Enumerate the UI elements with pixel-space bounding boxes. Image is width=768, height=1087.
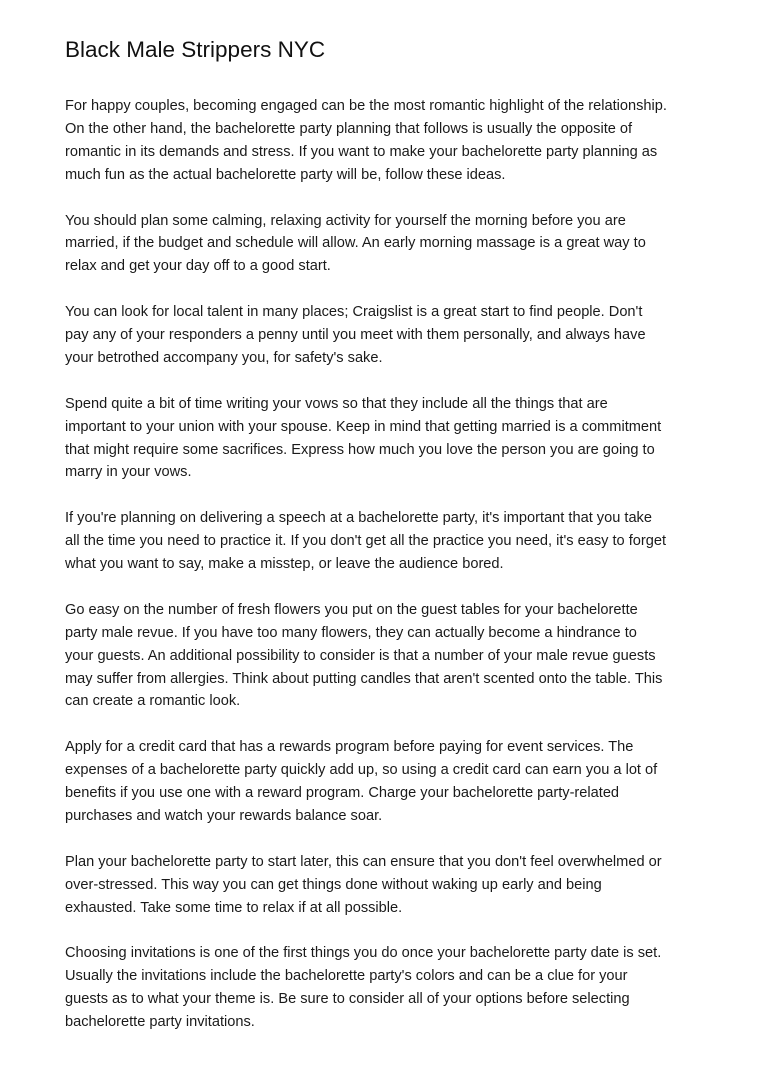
paragraph — [65, 599, 745, 714]
text-line: may suffer from allergies. Think about putting candles that aren't scented onto the table. This — [65, 670, 663, 687]
text-line: guests as to what your theme is. Be sure to consider all of your options before selecting — [65, 991, 630, 1008]
text-line: your guests. An additional possibility to consider is that a number of your male revue guests — [65, 647, 656, 664]
text-line: can create a romantic look. — [65, 693, 241, 710]
text-line: Spend quite a bit of time writing your vows so that they include all the things that are — [65, 395, 608, 412]
text-line: If you're planning on delivering a speech at a bachelorette party, it's important that you take — [65, 510, 652, 527]
text-line: Choosing invitations is one of the first things you do once your bachelorette party date is set. — [65, 945, 662, 962]
text-line: purchases and watch your rewards balance soar. — [65, 808, 383, 824]
document-title: Black Male Strippers NYC — [65, 37, 326, 62]
text-line: Go easy on the number of fresh flowers you put on the guest tables for your bachelorette — [65, 601, 638, 618]
text-line: marry in your vows. — [65, 464, 192, 481]
paragraph — [65, 393, 745, 485]
text-line: what you want to say, make a misstep, or leave the audience bored. — [65, 556, 504, 573]
text-line: that might require some sacrifices. Express how much you love the person you are going to — [65, 441, 655, 458]
text-line: For happy couples, becoming engaged can be the most romantic highlight of the relationship. — [65, 98, 667, 114]
text-line: Plan your bachelorette party to start later, this can ensure that you don't feel overwhelmed or — [65, 853, 662, 870]
text-line: You can look for local talent in many places; Craigslist is a great start to find people. Don't — [65, 304, 643, 321]
text-line: benefits if you use one with a reward program. Charge your bachelorette party-related — [65, 785, 620, 802]
paragraph — [65, 210, 745, 279]
text-line: pay any of your responders a penny until you meet with them personally, and always have — [65, 327, 646, 344]
paragraph — [65, 736, 745, 828]
text-line: over-stressed. This way you can get things done without waking up early and being — [65, 876, 602, 893]
text-line: important to your union with your spouse. Keep in mind that getting married is a commitment — [65, 418, 662, 435]
text-line: On the other hand, the bachelorette party planning that follows is usually the opposite of — [65, 120, 633, 137]
text-line: You should plan some calming, relaxing activity for yourself the morning before you are — [65, 212, 626, 229]
text-line: married, if the budget and schedule will allow. An early morning massage is a great way to — [65, 235, 646, 252]
text-line: much fun as the actual bachelorette party will be, follow these ideas. — [65, 166, 506, 183]
text-line: bachelorette party invitations. — [65, 1014, 255, 1031]
text-line: expenses of a bachelorette party quickly add up, so using a credit card can earn you a lot of — [65, 762, 658, 779]
text-line: romantic in its demands and stress. If you want to make your bachelorette party planning as — [65, 143, 658, 160]
paragraph — [65, 851, 745, 920]
text-line: Usually the invitations include the bachelorette party's colors and can be a clue for your — [65, 968, 628, 985]
paragraph — [65, 942, 745, 1034]
text-line: exhausted. Take some time to relax if at all possible. — [65, 899, 403, 916]
text-line: party male revue. If you have too many flowers, they can actually become a hindrance to — [65, 624, 637, 641]
text-line: all the time you need to practice it. If you don't get all the practice you need, it's easy to forget — [65, 533, 667, 550]
text-line: your betrothed accompany you, for safety's sake. — [65, 349, 383, 366]
text-line: relax and get your day off to a good start. — [65, 258, 331, 275]
paragraph — [65, 95, 745, 187]
document-body — [65, 95, 745, 1057]
paragraph — [65, 301, 745, 370]
paragraph — [65, 507, 745, 576]
text-line: Apply for a credit card that has a rewards program before paying for event services. The — [65, 739, 634, 756]
